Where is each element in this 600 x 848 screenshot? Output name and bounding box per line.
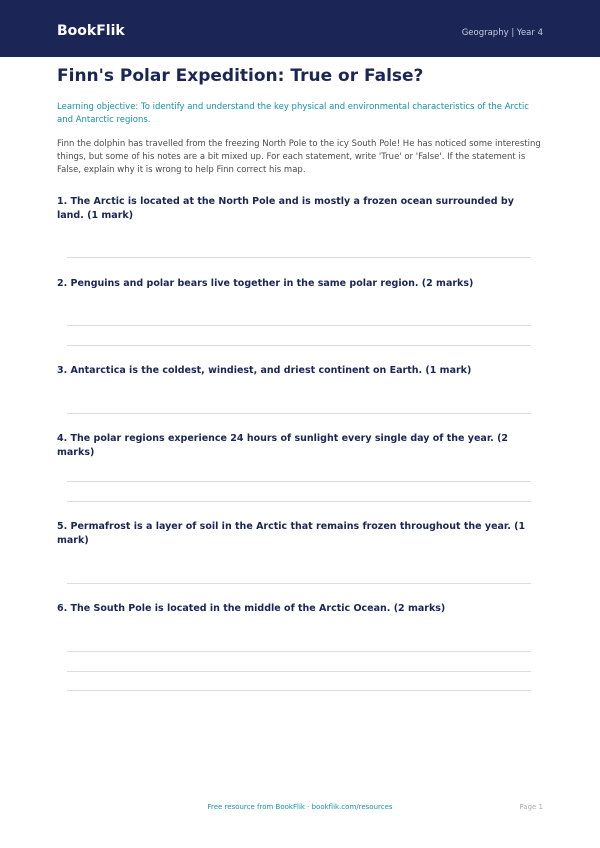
answer-line[interactable] — [67, 481, 531, 482]
question-5: 5. Permafrost is a layer of soil in the Arctic that remains frozen throughout the year. (1 mark) — [57, 521, 526, 546]
question-2: 2. Penguins and polar bears live together in the same polar region. (2 marks) — [57, 278, 474, 289]
page-title: Finn's Polar Expedition: True or False? — [57, 66, 424, 86]
page-number: Page 1 — [519, 803, 543, 811]
answer-line[interactable] — [67, 325, 531, 326]
intro-text: Finn the dolphin has travelled from the freezing North Pole to the icy South Pole! He has noticed some interesting things, but some of his notes are a bit mixed up. For each statement, write 'True' or 'False'. If the statement is False, explain why it is wrong to help Finn correct his map. — [57, 139, 541, 175]
learning-objective: Learning objective: To identify and understand the key physical and environmental characteristics of the Arctic and Antarctic regions. — [57, 102, 529, 125]
question-4: 4. The polar regions experience 24 hours of sunlight every single day of the year. (2 marks) — [57, 433, 509, 458]
answer-line[interactable] — [67, 583, 531, 584]
subject-label: Geography | Year 4 — [461, 28, 543, 38]
answer-line[interactable] — [67, 345, 531, 346]
brand-logo: BookFlik — [57, 23, 125, 39]
page-header — [0, 0, 600, 57]
footer-text: Free resource from BookFlik · bookflik.com/resources — [207, 803, 393, 811]
question-3: 3. Antarctica is the coldest, windiest, and driest continent on Earth. (1 mark) — [57, 365, 472, 376]
answer-line[interactable] — [67, 690, 531, 691]
question-6: 6. The South Pole is located in the middle of the Arctic Ocean. (2 marks) — [57, 603, 446, 614]
answer-line[interactable] — [67, 501, 531, 502]
answer-line[interactable] — [67, 651, 531, 652]
answer-line[interactable] — [67, 257, 531, 258]
question-1: 1. The Arctic is located at the North Pole and is mostly a frozen ocean surrounded by land. (1 mark) — [57, 196, 514, 221]
answer-line[interactable] — [67, 413, 531, 414]
answer-line[interactable] — [67, 671, 531, 672]
